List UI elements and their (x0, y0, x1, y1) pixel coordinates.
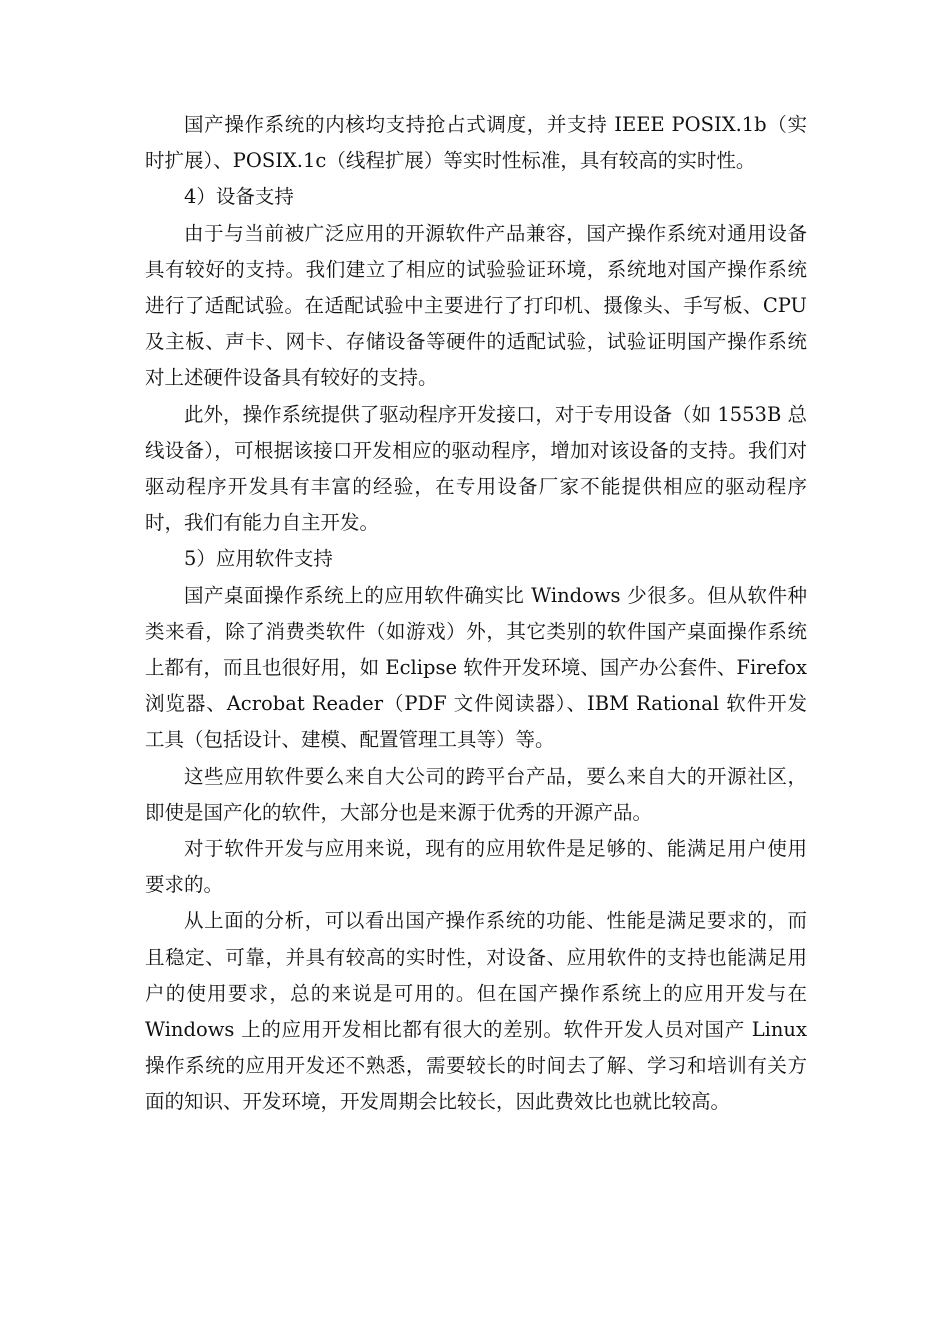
paragraph-conclusion: 从上面的分析，可以看出国产操作系统的功能、性能是满足要求的，而且稳定、可靠，并具有较高的实时性，对设备、应用软件的支持也能满足用户的使用要求，总的来说是可用的。但在国产操作系统上的应用开发与在 Windows 上的应用开发相比都有很大的差别。软件开发人员对国产 Linux 操作系统的应用开发还不熟悉，需要较长的时间去了解、学习和培训有关方面的知识、开发环境，开发周期会比较长，因此费效比也就比较高。 (145, 909, 807, 1114)
paragraph-app-sources: 这些应用软件要么来自大公司的跨平台产品，要么来自大的开源社区，即使是国产化的软件，大部分也是来源于优秀的开源产品。 (145, 764, 807, 824)
document-body (145, 107, 807, 1121)
paragraph-device-compat: 由于与当前被广泛应用的开源软件产品兼容，国产操作系统对通用设备具有较好的支持。我们建立了相应的试验验证环境，系统地对国产操作系统进行了适配试验。在适配试验中主要进行了打印机、摄像头、手写板、CPU 及主板、声卡、网卡、存储设备等硬件的适配试验，试验证明国产操作系统对上述硬件设备具有较好的支持。 (145, 221, 807, 390)
paragraph-sufficiency: 对于软件开发与应用来说，现有的应用软件是足够的、能满足用户使用要求的。 (145, 837, 807, 897)
paragraph-app-software: 国产桌面操作系统上的应用软件确实比 Windows 少很多。但从软件种类来看，除了消费类软件（如游戏）外，其它类别的软件国产桌面操作系统上都有，而且也很好用，如 Eclipse 软件开发环境、国产办公套件、Firefox 浏览器、Acrobat Reader（PDF 文件阅读器）、IBM Rational 软件开发工具（包括设计、建模、配置管理工具等）等。 (145, 583, 807, 752)
section-heading-device-support: 4）设备支持 (184, 185, 294, 209)
paragraph-driver-interface: 此外，操作系统提供了驱动程序开发接口，对于专用设备（如 1553B 总线设备），可根据该接口开发相应的驱动程序，增加对该设备的支持。我们对驱动程序开发具有丰富的经验，在专用设备厂家不能提供相应的驱动程序时，我们有能力自主开发。 (145, 402, 807, 535)
paragraph-realtime: 国产操作系统的内核均支持抢占式调度，并支持 IEEE POSIX.1b（实时扩展）、POSIX.1c（线程扩展）等实时性标准，具有较高的实时性。 (145, 113, 807, 173)
section-heading-app-support: 5）应用软件支持 (184, 547, 333, 571)
